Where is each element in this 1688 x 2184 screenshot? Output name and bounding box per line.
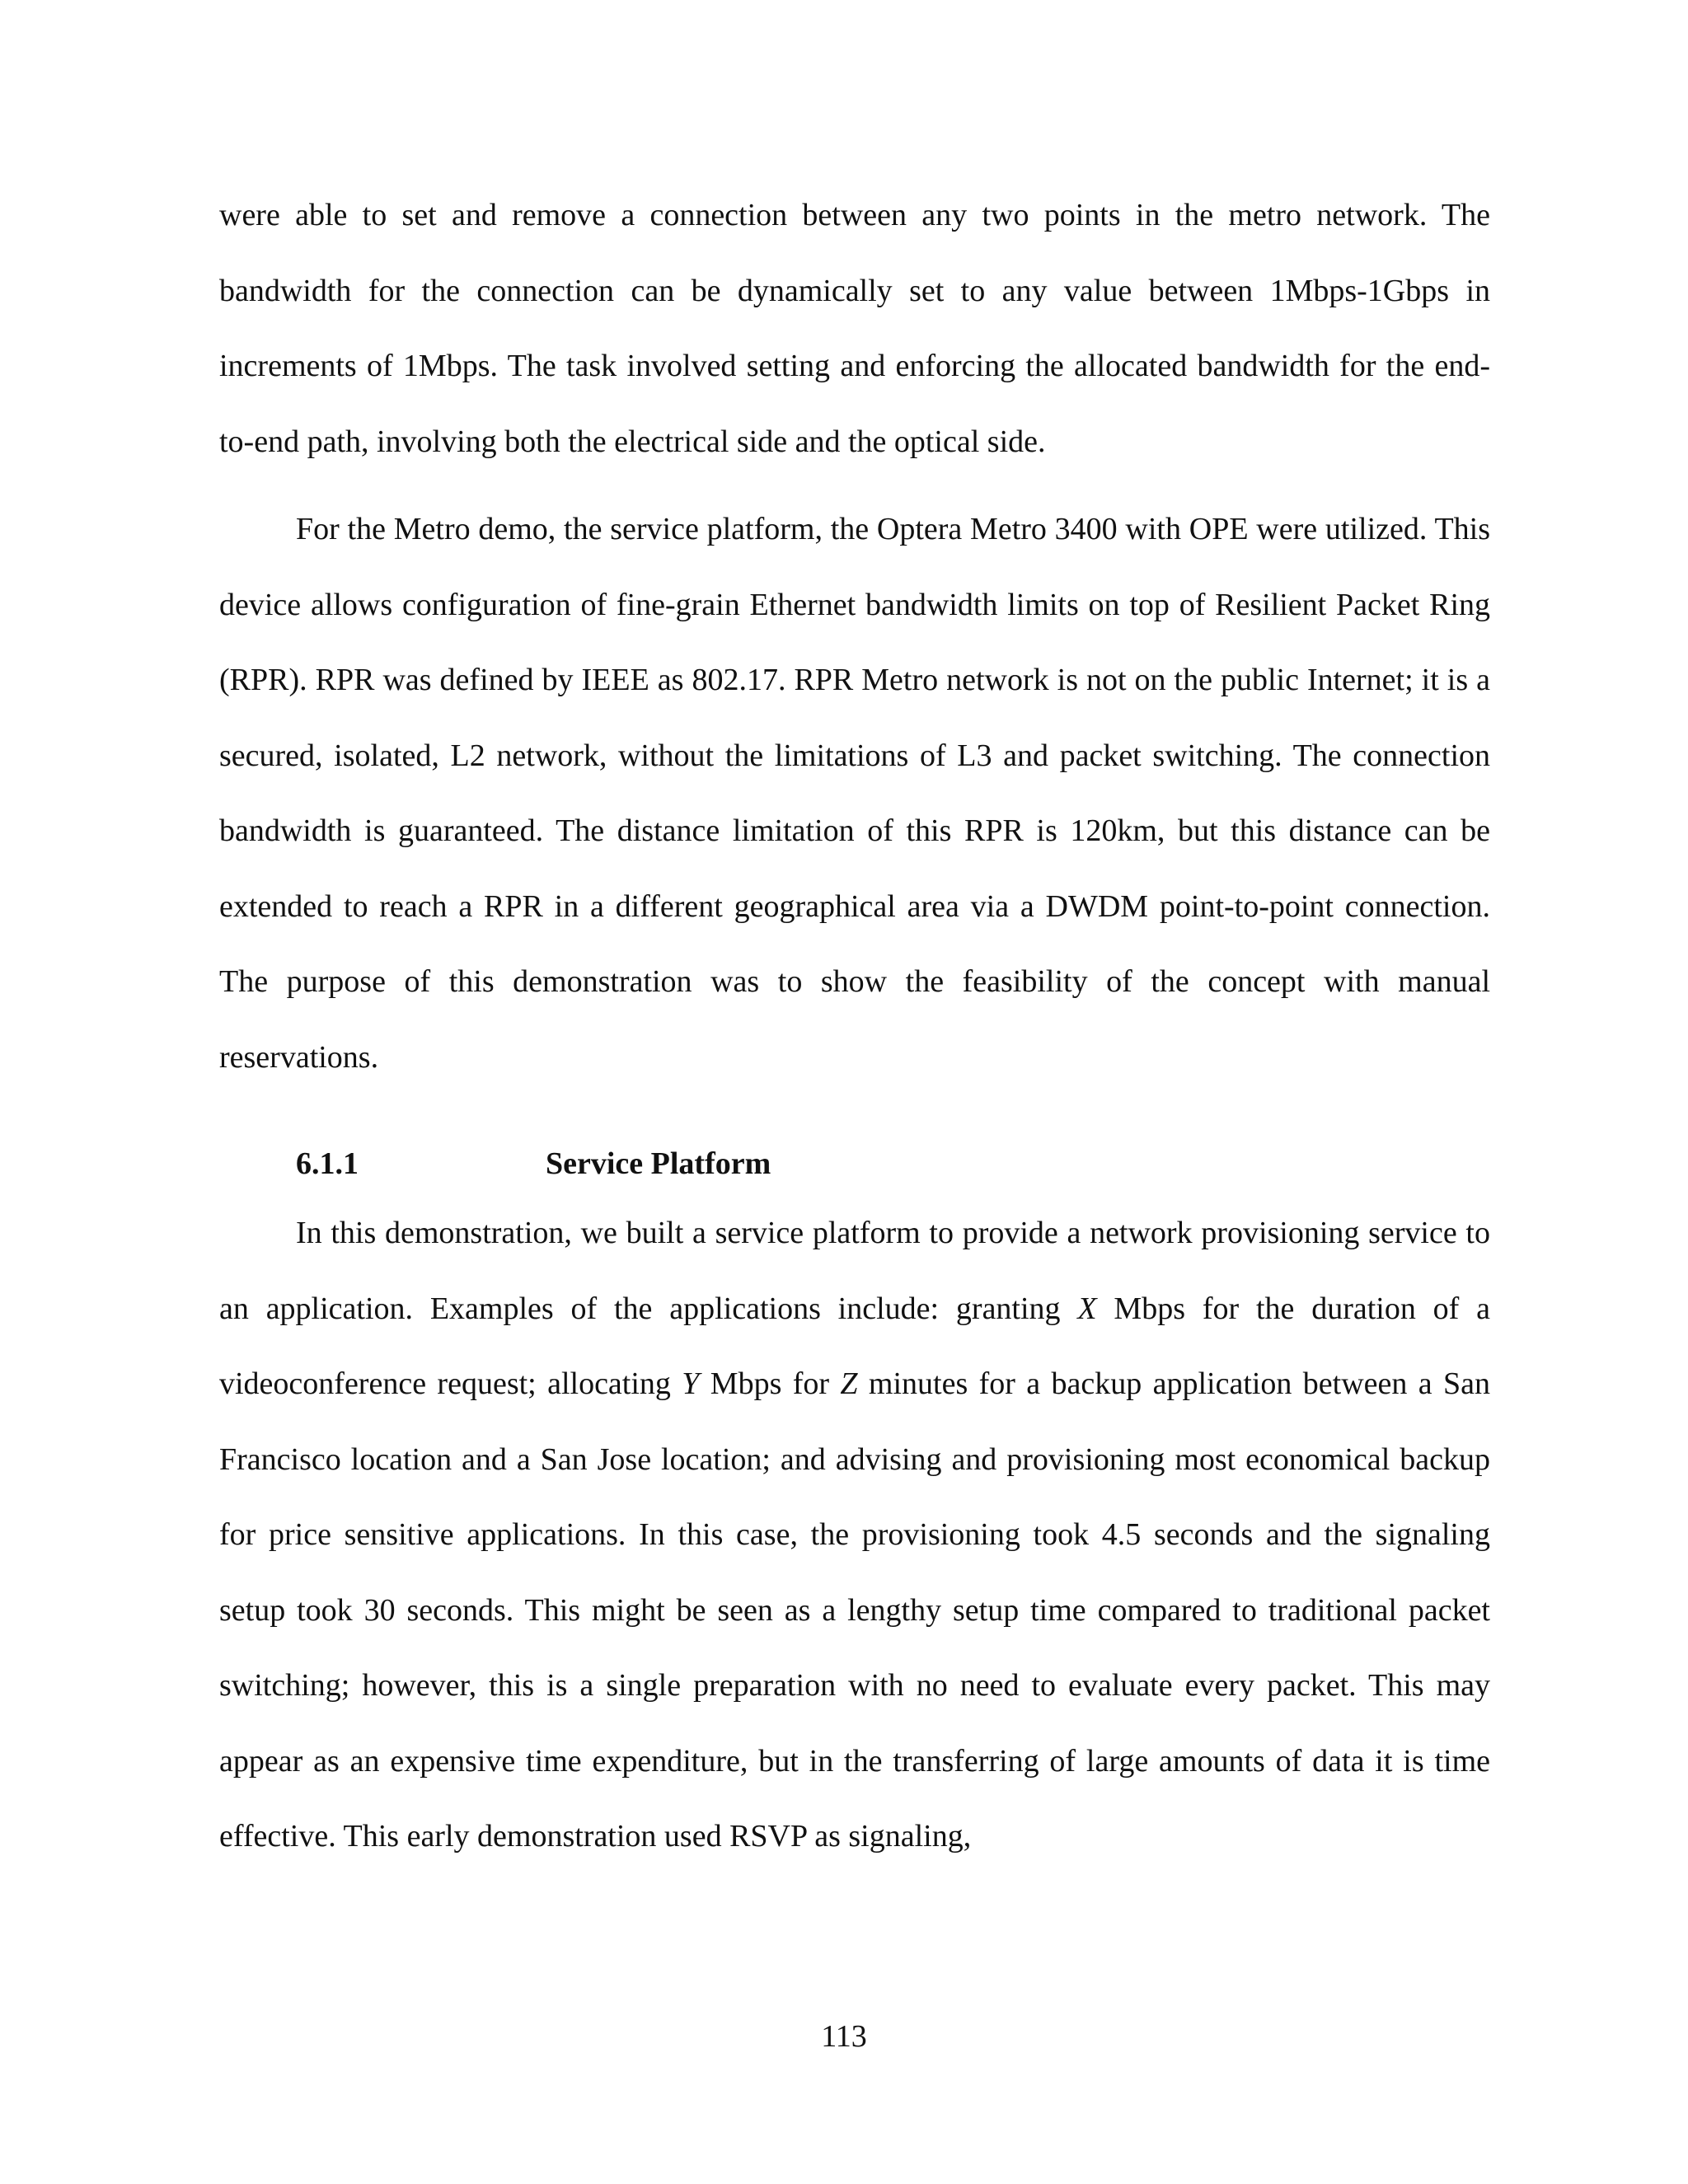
section-heading: [296, 1141, 771, 1187]
variable-x: X: [1077, 1291, 1097, 1326]
paragraph-metro-connection: were able to set and remove a connection between any two points in the metro network. The bandwidth for the connection can be dynamically set to any value between 1Mbps-1Gbps in increments of 1Mbps. The task involved setting and enforcing the allocated bandwidth for the end-to-end path, involving both the electrical side and the optical side.: [219, 198, 1490, 459]
text-run: minutes for a backup application between a San Francisco location and a San Jose location; and advising and provisioning most economical backup for price sensitive applications. In this case, the provisioning took 4.5 seconds and the signaling setup took 30 seconds. This might be seen as a lengthy setup time compared to traditional packet switching; however, this is a single preparation with no need to evaluate every packet. This may appear as an expensive time expenditure, but in the transferring of large amounts of data it is time effective. This early demonstration used RSVP as signaling,: [219, 1366, 1490, 1854]
paragraph-metro-demo: For the Metro demo, the service platform, the Optera Metro 3400 with OPE were utilized. This device allows configuration of fine-grain Ethernet bandwidth limits on top of Resilient Packet Ring (RPR). RPR was defined by IEEE as 802.17. RPR Metro network is not on the public Internet; it is a secured, isolated, L2 network, without the limitations of L3 and packet switching. The connection bandwidth is guaranteed. The distance limitation of this RPR is 120km, but this distance can be extended to reach a RPR in a different geographical area via a DWDM point-to-point connection. The purpose of this demonstration was to show the feasibility of the concept with manual reservations.: [219, 512, 1490, 1075]
paragraph-service-platform: [219, 1196, 1490, 1875]
text-run: In this demonstration, we built a service platform to provide a network provisioning service to an application. Examples of the applications include: granting: [219, 1216, 1490, 1326]
variable-y: Y: [682, 1366, 700, 1401]
section-title: Service Platform: [546, 1146, 771, 1181]
variable-z: Z: [840, 1366, 858, 1401]
text-run: Mbps for the duration of a videoconference request; allocating: [219, 1291, 1491, 1401]
page-number: 113: [821, 2019, 867, 2054]
section-number: 6.1.1: [296, 1146, 359, 1181]
text-run: Mbps for: [699, 1366, 841, 1401]
